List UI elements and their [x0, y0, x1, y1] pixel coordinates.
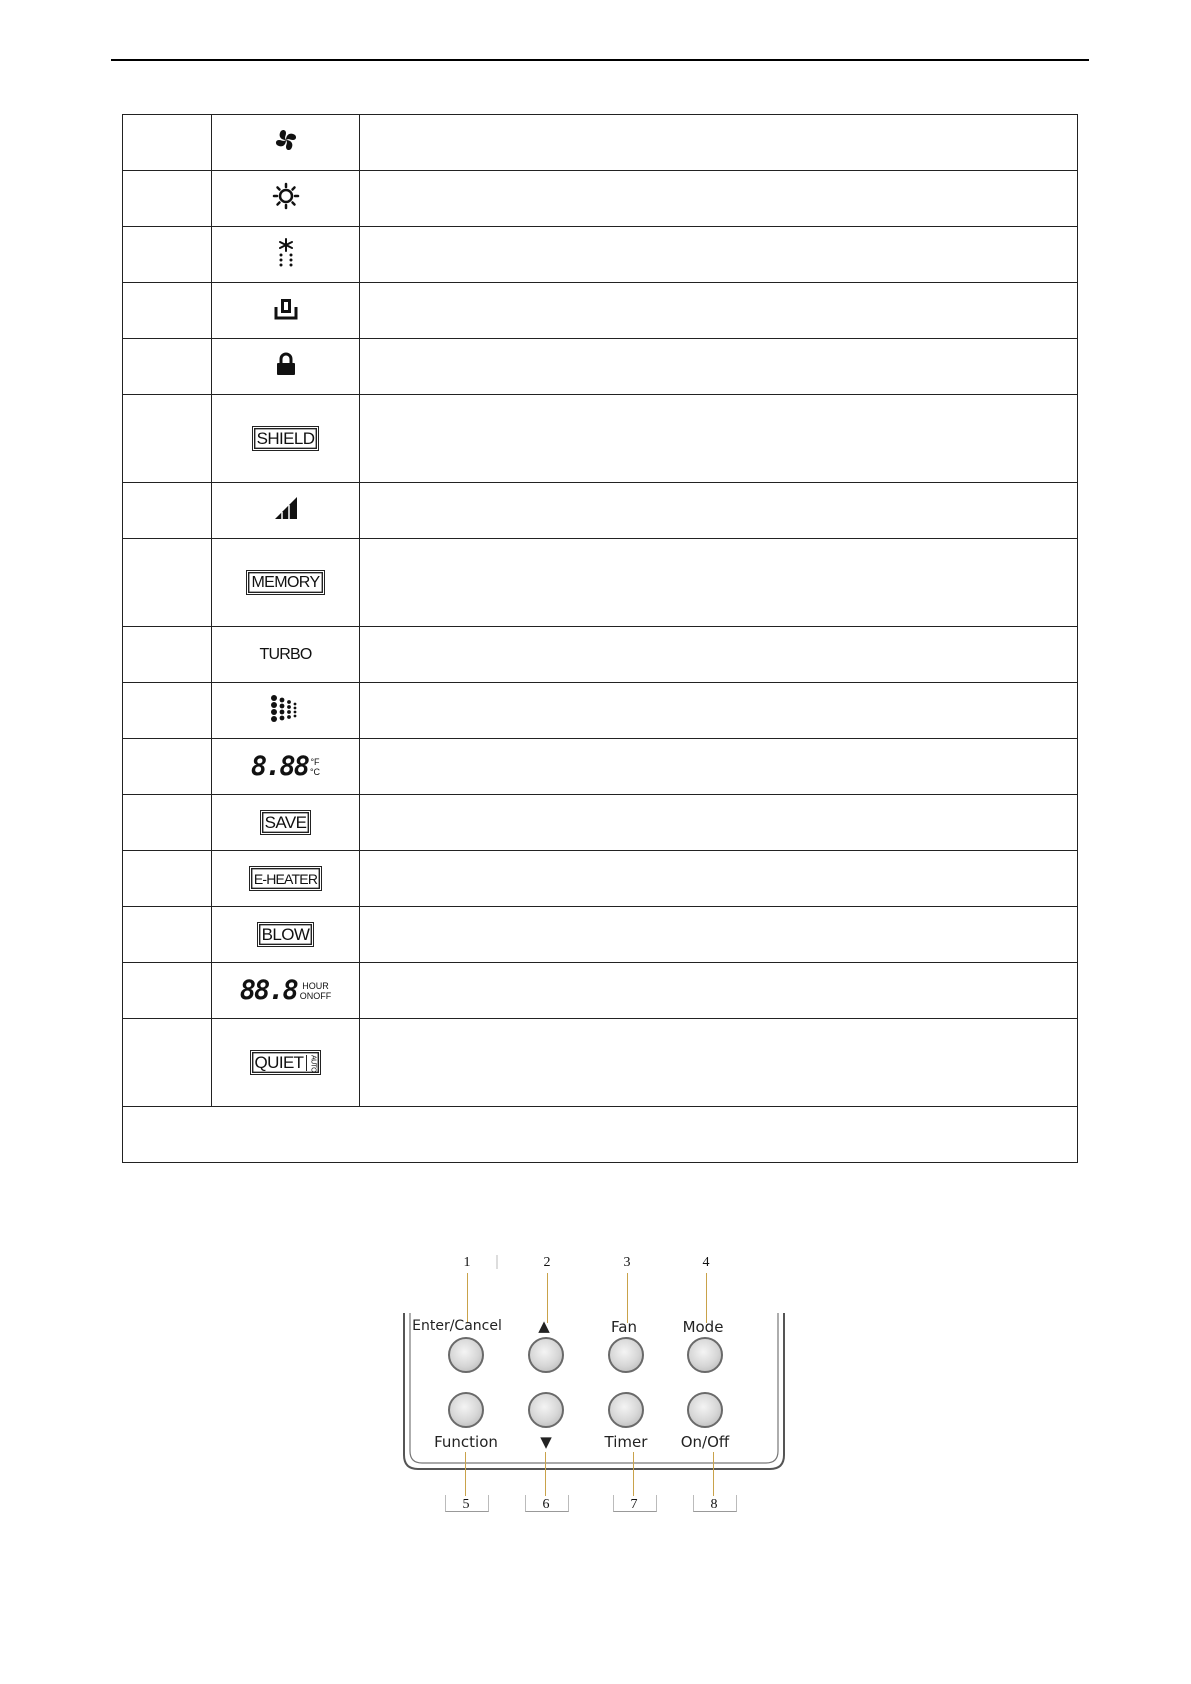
timer-digits: 88.8: [239, 975, 297, 1006]
fan-button[interactable]: [608, 1337, 644, 1373]
mode-button[interactable]: [687, 1337, 723, 1373]
symbol-cell: [212, 1019, 360, 1107]
table-row: [123, 283, 1078, 339]
callout-number-6: 6: [542, 1497, 550, 1512]
description-cell: [360, 683, 1078, 739]
symbol-cell: [212, 739, 360, 795]
row-number-cell: [123, 627, 212, 683]
description-cell: [360, 627, 1078, 683]
table-row: [123, 739, 1078, 795]
function-button[interactable]: [448, 1392, 484, 1428]
signal-icon: [273, 495, 299, 521]
timer-button[interactable]: [608, 1392, 644, 1428]
row-number-cell: [123, 283, 212, 339]
hour-label: HOUR: [302, 980, 329, 991]
table-row: [123, 115, 1078, 171]
symbol-cell: [212, 395, 360, 483]
row-number-cell: [123, 795, 212, 851]
row-number-cell: [123, 115, 212, 171]
table-row: [123, 907, 1078, 963]
row-number-cell: [123, 339, 212, 395]
symbol-table: [122, 114, 1078, 1163]
description-cell: [360, 395, 1078, 483]
table-row: [123, 683, 1078, 739]
callout-number-2: 2: [543, 1255, 551, 1270]
dry-icon: [275, 237, 297, 267]
row-number-cell: [123, 1019, 212, 1107]
symbol-cell: [212, 907, 360, 963]
shield-label: SHIELD: [252, 426, 320, 451]
turbo-label: TURBO: [259, 645, 312, 663]
note-cell: [123, 1107, 1078, 1163]
description-cell: [360, 171, 1078, 227]
callout-number-5: 5: [462, 1497, 470, 1512]
symbol-cell: [212, 627, 360, 683]
down-arrow-label: ▼: [540, 1433, 552, 1451]
fan-label: Fan: [611, 1318, 637, 1336]
on-off-label: On/Off: [680, 1433, 730, 1451]
controller-button-panel: [390, 1255, 810, 1525]
symbol-cell: [212, 851, 360, 907]
row-number-cell: [123, 907, 212, 963]
enter-cancel-button[interactable]: [448, 1337, 484, 1373]
lock-icon: [274, 351, 298, 377]
timer-label: Timer: [604, 1433, 648, 1451]
row-number-cell: [123, 171, 212, 227]
callout-number-7: 7: [630, 1497, 638, 1512]
row-number-cell: [123, 227, 212, 283]
save-label: SAVE: [260, 810, 312, 835]
row-number-cell: [123, 851, 212, 907]
blow-label: BLOW: [257, 922, 315, 947]
table-row: [123, 963, 1078, 1019]
callout-number-1: 1: [463, 1255, 471, 1270]
symbol-cell: [212, 171, 360, 227]
description-cell: [360, 795, 1078, 851]
symbol-cell: [212, 339, 360, 395]
table-row: [123, 227, 1078, 283]
description-cell: [360, 483, 1078, 539]
memory-label: MEMORY: [246, 570, 324, 595]
mode-label: Mode: [682, 1318, 724, 1336]
symbol-cell: [212, 483, 360, 539]
celsius-unit: °C: [309, 766, 321, 777]
temperature-digits: 8.88: [250, 751, 308, 782]
table-row: [123, 851, 1078, 907]
leader-line-6: [545, 1452, 546, 1496]
leader-line-1: [467, 1273, 468, 1323]
timer-display: [240, 975, 332, 1006]
enter-cancel-label: Enter/Cancel: [412, 1318, 502, 1334]
temperature-display: [251, 751, 320, 782]
quiet-text: QUIET: [254, 1053, 304, 1072]
table-note-row: [123, 1107, 1078, 1163]
function-label: Function: [434, 1433, 498, 1451]
description-cell: [360, 115, 1078, 171]
description-cell: [360, 907, 1078, 963]
panel-outline: [390, 1255, 810, 1525]
leader-line-7: [633, 1452, 634, 1496]
table-row: [123, 339, 1078, 395]
table-row: [123, 483, 1078, 539]
on-off-button[interactable]: [687, 1392, 723, 1428]
quiet-label: [250, 1050, 322, 1075]
fahrenheit-unit: °F: [310, 756, 320, 767]
e-heater-label: E-HEATER: [249, 866, 322, 891]
table-row: [123, 171, 1078, 227]
leader-line-2: [547, 1273, 548, 1323]
row-number-cell: [123, 483, 212, 539]
callout-number-3: 3: [623, 1255, 631, 1270]
description-cell: [360, 227, 1078, 283]
description-cell: [360, 1019, 1078, 1107]
description-cell: [360, 539, 1078, 627]
filter-icon: [273, 295, 299, 321]
description-cell: [360, 339, 1078, 395]
auto-text: AUTO: [306, 1055, 316, 1072]
symbol-cell: [212, 963, 360, 1019]
table-row: [123, 627, 1078, 683]
leader-line-4: [706, 1273, 707, 1323]
symbol-cell: [212, 115, 360, 171]
description-cell: [360, 963, 1078, 1019]
table-row: [123, 1019, 1078, 1107]
up-arrow-label: ▲: [538, 1317, 550, 1335]
onoff-label: ONOFF: [299, 990, 332, 1001]
symbol-cell: [212, 283, 360, 339]
symbol-cell: [212, 227, 360, 283]
leader-line-8: [713, 1452, 714, 1496]
table-row: [123, 539, 1078, 627]
fan-icon: [272, 126, 300, 154]
symbol-cell: [212, 795, 360, 851]
description-cell: [360, 283, 1078, 339]
description-cell: [360, 739, 1078, 795]
fan-speed-icon: [270, 694, 302, 722]
header-rule: [111, 59, 1089, 61]
callout-number-8: 8: [710, 1497, 718, 1512]
down-button[interactable]: [528, 1392, 564, 1428]
row-number-cell: [123, 539, 212, 627]
symbol-cell: [212, 683, 360, 739]
leader-line-3: [627, 1273, 628, 1323]
row-number-cell: [123, 963, 212, 1019]
row-number-cell: [123, 395, 212, 483]
leader-line-5: [465, 1452, 466, 1496]
up-button[interactable]: [528, 1337, 564, 1373]
symbol-cell: [212, 539, 360, 627]
callout-number-4: 4: [702, 1255, 710, 1270]
heat-sun-icon: [272, 182, 300, 210]
table-row: [123, 795, 1078, 851]
row-number-cell: [123, 683, 212, 739]
description-cell: [360, 851, 1078, 907]
row-number-cell: [123, 739, 212, 795]
table-row: [123, 395, 1078, 483]
